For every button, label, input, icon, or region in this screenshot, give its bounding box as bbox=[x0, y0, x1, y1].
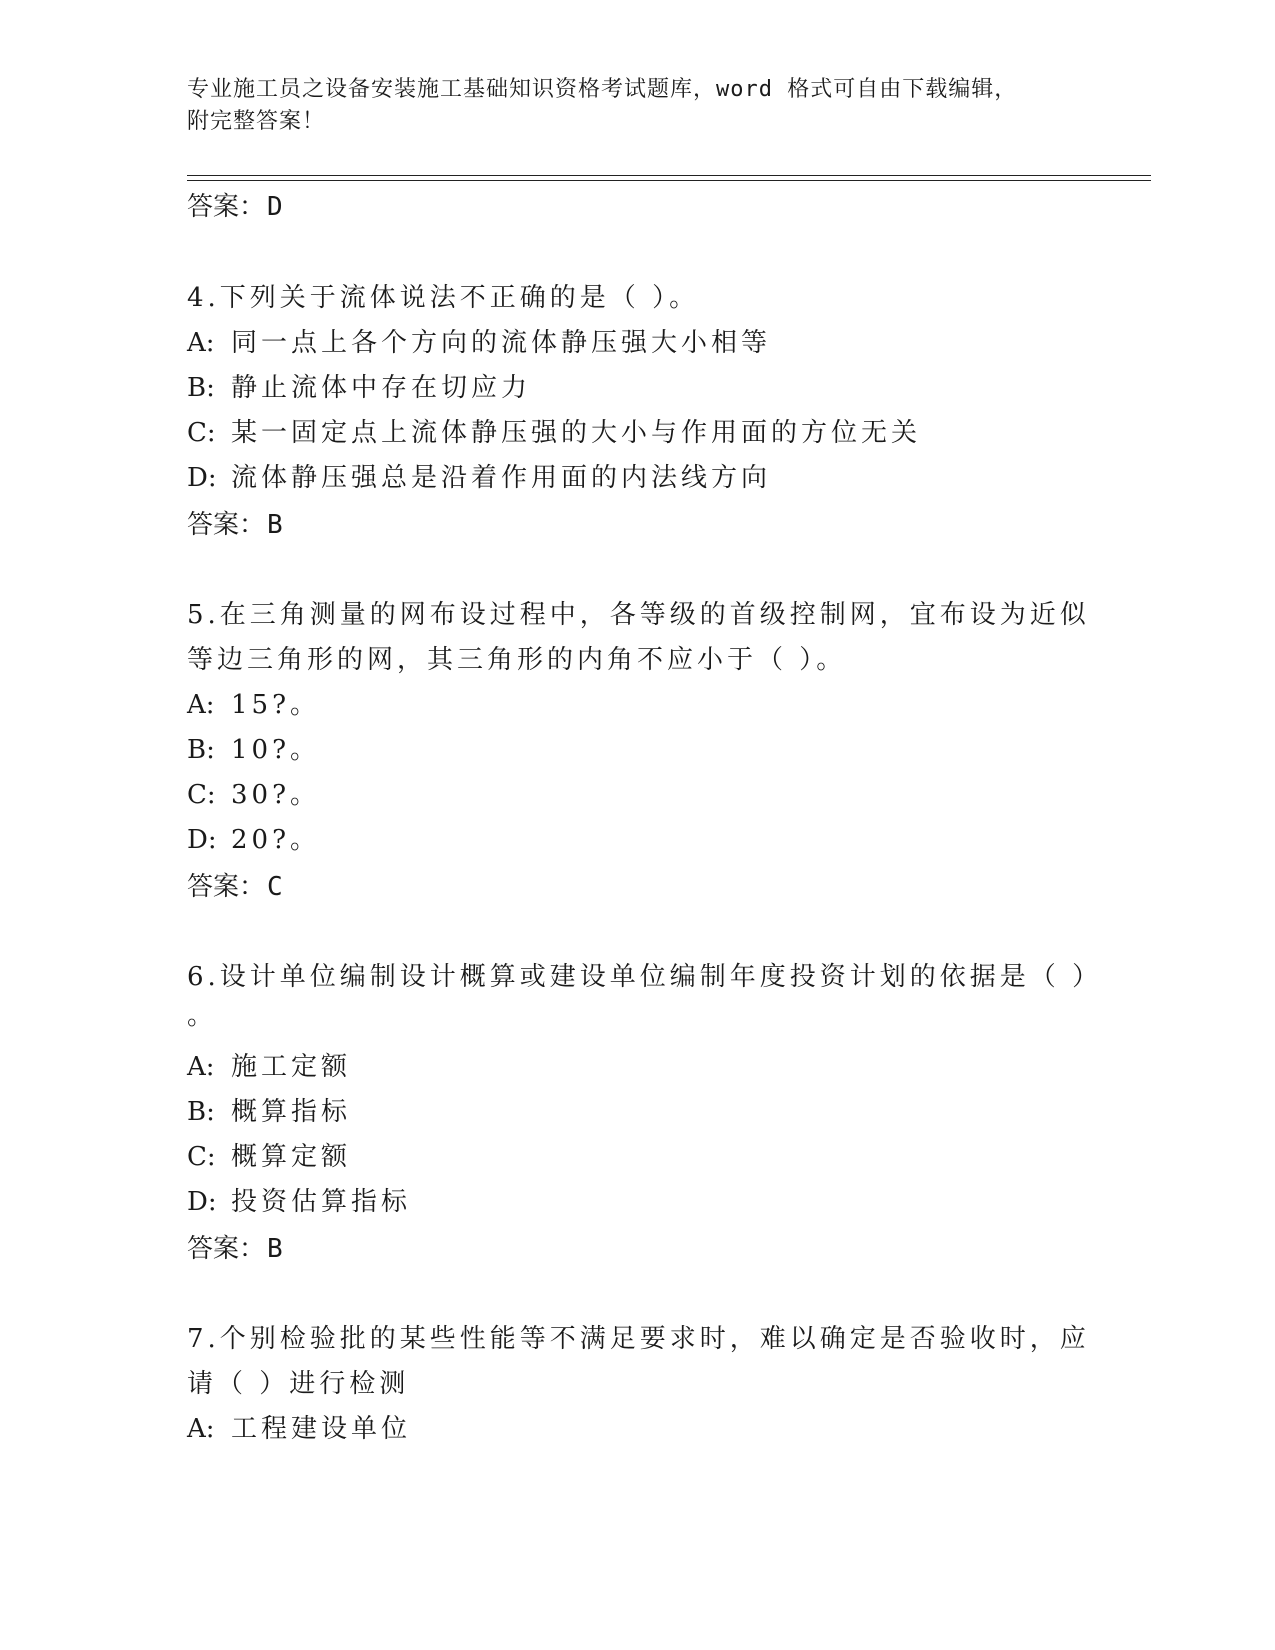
question-6-option-d bbox=[187, 1180, 411, 1226]
answer-label: 答案： bbox=[187, 872, 266, 902]
question-4-option-b bbox=[187, 366, 531, 412]
option-text: 工程建设单位 bbox=[231, 1414, 412, 1444]
option-label: A: bbox=[187, 328, 215, 358]
header-line-1: 专业施工员之设备安装施工基础知识资格考试题库，word 格式可自由下载编辑， bbox=[187, 77, 1018, 102]
option-text: 10?。 bbox=[231, 735, 321, 765]
question-7-stem-line-1: 7.个别检验批的某些性能等不满足要求时，难以确定是否验收时，应 bbox=[187, 1324, 1090, 1354]
option-text: 30?。 bbox=[231, 780, 321, 810]
option-text: 20?。 bbox=[231, 825, 321, 855]
option-label: C: bbox=[187, 780, 216, 810]
question-6-stem-line-1: 6.设计单位编制设计概算或建设单位编制年度投资计划的依据是（ ） bbox=[187, 962, 1103, 992]
question-5-option-b bbox=[187, 728, 320, 774]
option-label: B: bbox=[187, 1097, 215, 1127]
option-text: 同一点上各个方向的流体静压强大小相等 bbox=[231, 328, 772, 358]
question-6-stem-line-2: 。 bbox=[187, 1001, 218, 1031]
option-text: 概算定额 bbox=[231, 1142, 352, 1172]
answer-label: 答案： bbox=[187, 192, 266, 222]
answer-q5 bbox=[187, 870, 283, 904]
option-label: A: bbox=[187, 690, 215, 720]
option-label: D: bbox=[187, 1187, 217, 1217]
option-label: B: bbox=[187, 373, 215, 403]
question-4-option-d bbox=[187, 456, 771, 502]
question-4-option-a bbox=[187, 321, 771, 367]
header-line-2: 附完整答案！ bbox=[187, 109, 326, 134]
option-label: D: bbox=[187, 825, 217, 855]
header-divider-top bbox=[187, 175, 1151, 176]
option-text: 施工定额 bbox=[231, 1052, 352, 1082]
answer-value: D bbox=[267, 192, 283, 222]
question-7-stem-line-2: 请（ ）进行检测 bbox=[187, 1369, 410, 1399]
option-text: 静止流体中存在切应力 bbox=[231, 373, 532, 403]
answer-label: 答案： bbox=[187, 510, 266, 540]
option-label: C: bbox=[187, 418, 216, 448]
option-label: A: bbox=[187, 1052, 215, 1082]
option-label: B: bbox=[187, 735, 215, 765]
question-6-option-c bbox=[187, 1135, 351, 1181]
option-label: A: bbox=[187, 1414, 215, 1444]
answer-value: C bbox=[267, 872, 283, 902]
question-4-stem: 4.下列关于流体说法不正确的是（ ）。 bbox=[187, 283, 700, 313]
header-divider-bottom bbox=[187, 180, 1151, 181]
answer-q3 bbox=[187, 190, 283, 224]
option-text: 某一固定点上流体静压强的大小与作用面的方位无关 bbox=[231, 418, 922, 448]
option-label: C: bbox=[187, 1142, 216, 1172]
document-header bbox=[187, 74, 1067, 138]
option-text: 流体静压强总是沿着作用面的内法线方向 bbox=[231, 463, 772, 493]
answer-value: B bbox=[267, 1234, 283, 1264]
question-5-option-d bbox=[187, 818, 320, 864]
question-4-option-c bbox=[187, 411, 921, 457]
answer-label: 答案： bbox=[187, 1234, 266, 1264]
question-5-option-a bbox=[187, 683, 320, 729]
option-text: 投资估算指标 bbox=[231, 1187, 412, 1217]
question-5-option-c bbox=[187, 773, 320, 819]
option-text: 概算指标 bbox=[231, 1097, 352, 1127]
option-text: 15?。 bbox=[231, 690, 321, 720]
question-6-option-b bbox=[187, 1090, 351, 1136]
question-7-option-a bbox=[187, 1407, 411, 1453]
answer-q6 bbox=[187, 1232, 283, 1266]
question-5-stem-line-2: 等边三角形的网，其三角形的内角不应小于（ ）。 bbox=[187, 645, 847, 675]
answer-value: B bbox=[267, 510, 283, 540]
question-6-option-a bbox=[187, 1045, 351, 1091]
question-5-stem-line-1: 5.在三角测量的网布设过程中，各等级的首级控制网，宜布设为近似 bbox=[187, 600, 1090, 630]
answer-q4 bbox=[187, 508, 283, 542]
option-label: D: bbox=[187, 463, 217, 493]
